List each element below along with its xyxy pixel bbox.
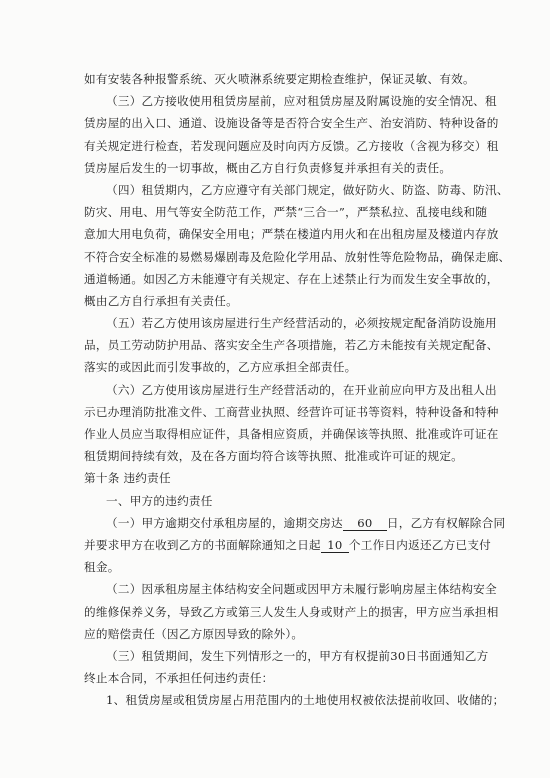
text-line: 租金。 bbox=[84, 560, 120, 575]
liability-clause-1 bbox=[84, 512, 506, 579]
text-run: 并要求甲方在收到乙方的书面解除通知之日起 bbox=[84, 537, 321, 552]
text-line: 意加大用电负荷，确保安全用电；严禁在楼道内用火和在出租房屋及楼道内存放 bbox=[84, 227, 499, 242]
clause-5 bbox=[84, 312, 499, 379]
liability-clause-2 bbox=[84, 578, 499, 645]
liability-clause-3 bbox=[84, 645, 505, 712]
text-line: 赁房屋的出入口、通道、设施设备等是否符合安全生产、治安消防、特种设备的 bbox=[84, 116, 499, 131]
text-line: 的维修保养义务，导致乙方或第三人发生人身或财产上的损害，甲方应当承担相 bbox=[84, 604, 499, 619]
text-line: 通道畅通。如因乙方未能遵守有关规定、存在上述禁止行为而发生安全事故的， bbox=[84, 271, 499, 286]
text-line: （二）因承租房屋主体结构安全问题或因甲方未履行影响房屋主体结构安全 bbox=[106, 582, 497, 597]
text-line: （五）若乙方使用该房屋进行生产经营活动的，必须按规定配备消防设施用 bbox=[106, 316, 497, 331]
text-line: 品，员工劳动防护用品、落实安全生产各项措施，若乙方未能按有关规定配备、 bbox=[84, 338, 499, 353]
text-line: 赁房屋后发生的一切事故，概由乙方自行负责修复并承担有关的责任。 bbox=[84, 160, 452, 175]
text-line: （六）乙方使用该房屋进行生产经营活动的，在开业前应向甲方及出租人出 bbox=[106, 382, 497, 397]
text-line: 概由乙方自行承担有关责任。 bbox=[84, 293, 238, 308]
text-line: 不符合安全标准的易燃易爆剧毒及危险化学用品、放射性等危险物品，确保走廊、 bbox=[84, 249, 511, 264]
text-line: （四）租赁期内，乙方应遵守有关部门规定，做好防火、防盗、防毒、防汛、 bbox=[106, 182, 509, 197]
text-line: 应的赔偿责任（因乙方原因导致的除外）。 bbox=[84, 626, 304, 641]
text-run: （一）甲方逾期交付承租房屋的，逾期交房达 bbox=[106, 515, 343, 530]
paragraph-continuation: 如有安装各种报警系统、灭火喷淋系统要定期检查维护，保证灵敏、有效。 bbox=[84, 72, 475, 86]
text-line: 作业人员应当取得相应证件，具备相应资质，并确保该等执照、批准或许可证在 bbox=[84, 427, 499, 441]
article-heading: 第十条 违约责任 bbox=[84, 471, 171, 486]
text-line: 有关规定进行检查，若发现问题应及时向丙方反馈。乙方接收（含视为移交）租 bbox=[84, 138, 499, 153]
text-run: 个工作日内返还乙方已支付 bbox=[348, 537, 492, 552]
text-line bbox=[84, 512, 506, 534]
list-item: 1、租赁房屋或租赁房屋占用范围内的土地使用权被依法提前收回、收储的； bbox=[106, 693, 505, 708]
text-line: 防灾、用电、用气等安全防范工作，严禁“三合一”，严禁私拉、乱接电线和随 bbox=[84, 205, 488, 220]
text-line: （三）租赁期间，发生下列情形之一的，甲方有权提前30日书面通知乙方 bbox=[106, 648, 489, 663]
text-line: 落实的或因此而引发事故的，乙方应承担全部责任。 bbox=[84, 360, 357, 375]
clause-6 bbox=[84, 379, 499, 468]
overdue-days-value: 60 bbox=[343, 516, 387, 531]
refund-workdays-value: 10 bbox=[321, 538, 349, 553]
clause-4 bbox=[84, 179, 511, 312]
text-line: 示已办理消防批准文件、工商营业执照、经营许可证书等资料，特种设备和特种 bbox=[84, 404, 499, 419]
section-heading: 一、甲方的违约责任 bbox=[106, 493, 213, 508]
text-line: （三）乙方接收使用租赁房屋前，应对租赁房屋及附属设施的安全情况、租 bbox=[106, 94, 497, 109]
text-run: 日，乙方有权解除合同 bbox=[386, 515, 506, 530]
clause-3 bbox=[84, 90, 499, 179]
document-body bbox=[84, 68, 511, 711]
text-line: 终止本合同，不承担任何违约责任： bbox=[84, 671, 274, 686]
text-line: 租赁期间持续有效，及在各方面均符合该等执照、批准或许可证的规定。 bbox=[84, 449, 464, 464]
text-line bbox=[84, 534, 492, 556]
